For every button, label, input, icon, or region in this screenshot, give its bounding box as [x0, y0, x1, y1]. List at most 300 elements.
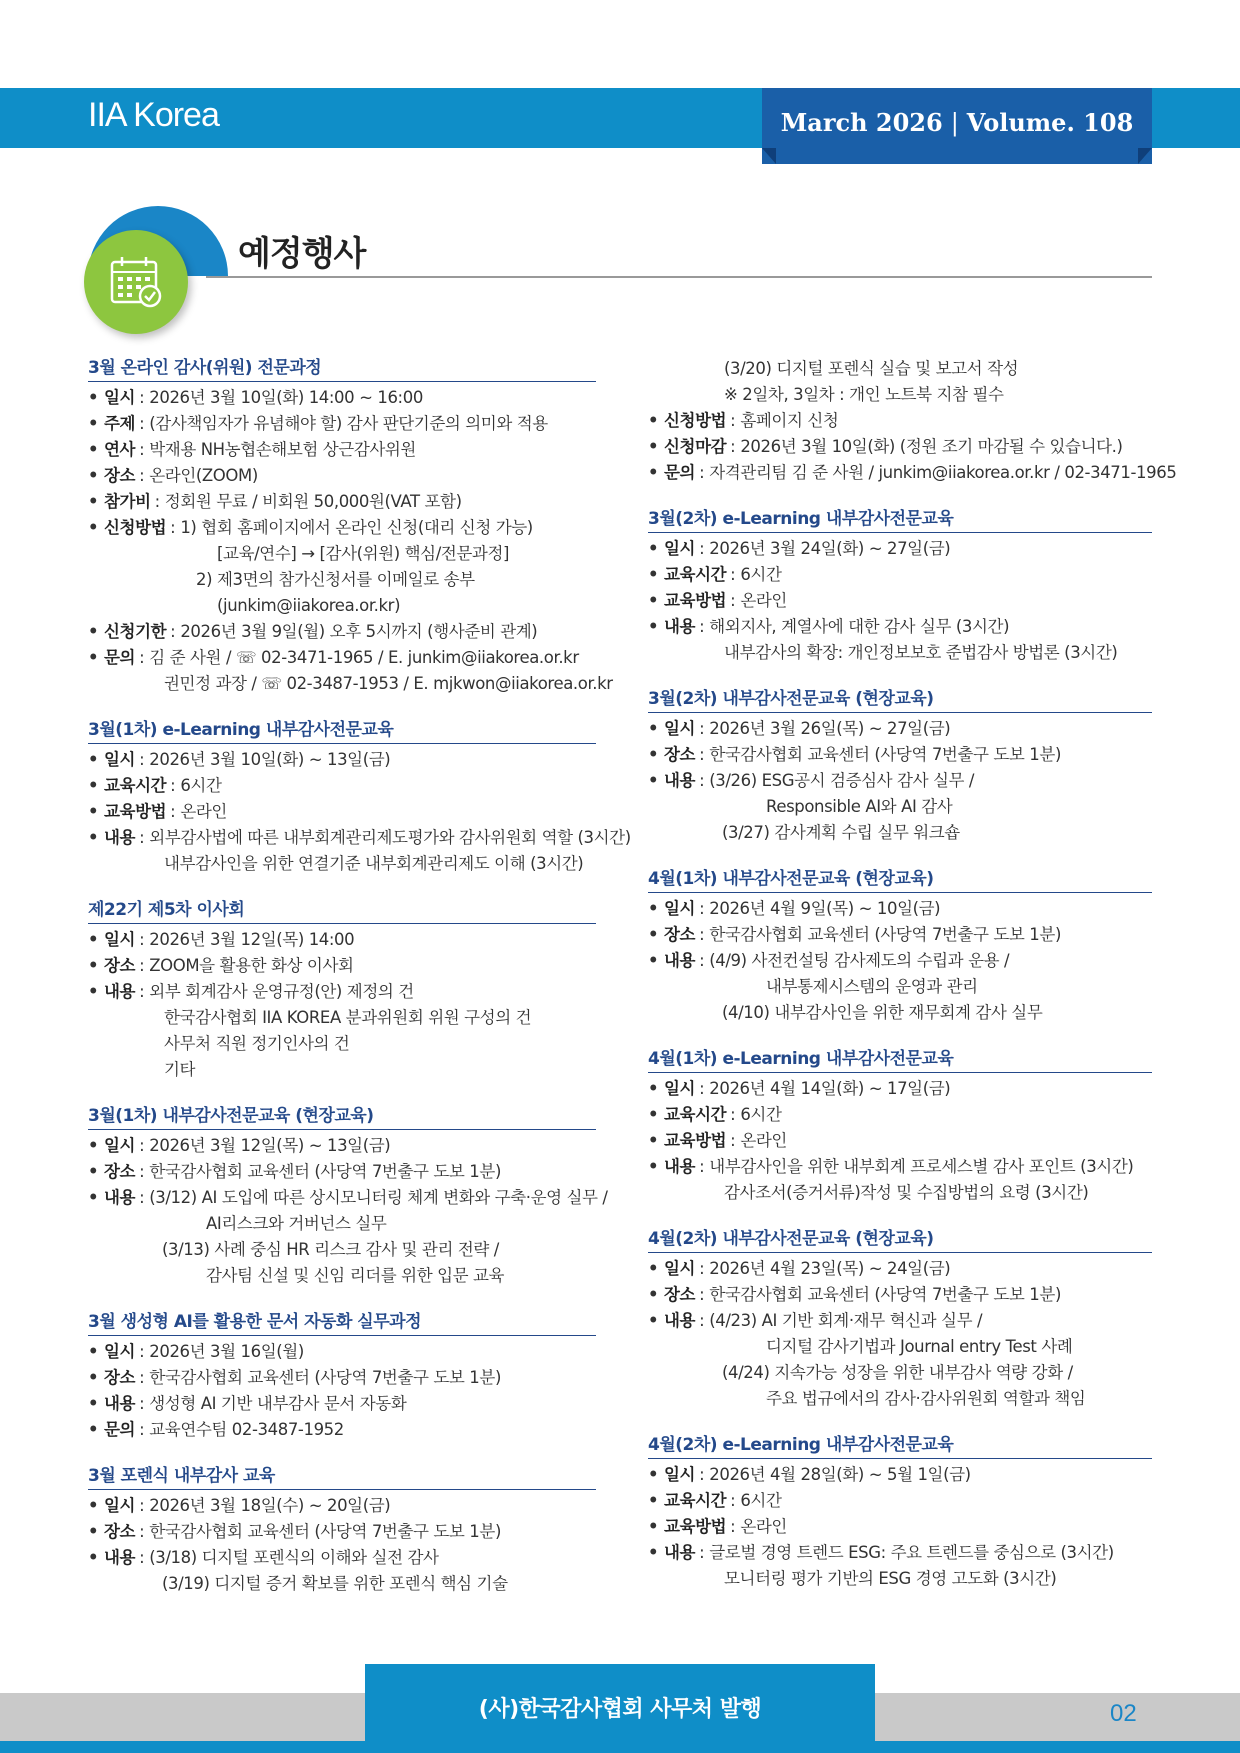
event-detail-row [88, 385, 596, 411]
bullet-icon: • [88, 414, 99, 433]
label-colon: : [730, 1105, 736, 1124]
event-detail-row [648, 768, 1152, 794]
detail-continuation: Responsible AI와 AI 감사 [766, 797, 953, 816]
detail-label: 내용 [664, 1543, 696, 1562]
issue-banner-fold-right [1138, 148, 1152, 164]
detail-label: 주제 [104, 414, 136, 433]
label-colon: : [139, 1496, 145, 1515]
detail-value: 온라인 [740, 1517, 787, 1536]
detail-value: 외부감사법에 따른 내부회계관리제도평가와 감사위원회 역할 (3시간) [149, 828, 631, 847]
event-detail-row [88, 799, 596, 825]
bullet-icon: • [88, 1394, 99, 1413]
event-detail-row [88, 619, 596, 645]
detail-continuation: AI리스크와 거버넌스 실무 [206, 1214, 387, 1233]
event-title: 4월(2차) 내부감사전문교육 (현장교육) [648, 1227, 1152, 1253]
bullet-icon: • [88, 440, 99, 459]
detail-value: 2026년 3월 12일(목) 14:00 [149, 930, 355, 949]
bullet-icon: • [88, 648, 99, 667]
label-colon: : [139, 648, 145, 667]
event-title: 제22기 제5차 이사회 [88, 898, 596, 924]
label-colon: : [139, 388, 145, 407]
event-title: 3월 포렌식 내부감사 교육 [88, 1464, 596, 1490]
bullet-icon: • [88, 466, 99, 485]
detail-label: 교육방법 [664, 591, 727, 610]
detail-value: 김 준 사원 / ☏ 02-3471-1965 / E. junkim@iiakorea.or.kr [149, 648, 579, 667]
detail-label: 교육시간 [104, 776, 167, 795]
title-divider [206, 276, 1152, 278]
event-detail-row [648, 1488, 1152, 1514]
bullet-icon: • [648, 1491, 659, 1510]
detail-value: (3/12) AI 도입에 따른 상시모니터링 체계 변화와 구축·운영 실무 / [149, 1188, 608, 1207]
bullet-icon: • [88, 1496, 99, 1515]
detail-label: 내용 [664, 617, 696, 636]
detail-label: 교육시간 [664, 565, 727, 584]
detail-label: 교육방법 [104, 802, 167, 821]
event-detail-row [88, 1133, 596, 1159]
event-detail-row [648, 1128, 1152, 1154]
label-colon: : [139, 982, 145, 1001]
detail-label: 장소 [664, 1285, 696, 1304]
detail-continuation: 2) 제3면의 참가신청서를 이메일로 송부 [196, 570, 475, 589]
event-detail-row [88, 825, 631, 851]
label-colon: : [730, 565, 736, 584]
event-detail-row [648, 1540, 1152, 1566]
event-section [88, 898, 596, 1083]
label-colon: : [699, 539, 705, 558]
detail-value: 2026년 4월 23일(목) ~ 24일(금) [709, 1259, 951, 1278]
event-title: 4월(1차) 내부감사전문교육 (현장교육) [648, 867, 1152, 893]
detail-label: 참가비 [104, 492, 151, 511]
event-detail-row [648, 1154, 1152, 1180]
detail-value: (4/23) AI 기반 회계·재무 혁신과 실무 / [709, 1311, 983, 1330]
event-detail-row [648, 588, 1152, 614]
detail-label: 교육방법 [664, 1131, 727, 1150]
event-section [648, 1433, 1152, 1592]
label-colon: : [730, 1131, 736, 1150]
detail-value: (3/18) 디지털 포렌식의 이해와 실전 감사 [149, 1548, 439, 1567]
bullet-icon: • [648, 411, 659, 430]
detail-continuation: (4/10) 내부감사인을 위한 재무회계 감사 실무 [722, 1003, 1043, 1022]
detail-value: 한국감사협회 교육센터 (사당역 7번출구 도보 1분) [149, 1522, 501, 1541]
detail-continuation: 기타 [164, 1060, 196, 1079]
detail-label: 일시 [664, 1465, 696, 1484]
event-detail-row [88, 1391, 596, 1417]
detail-label: 신청기한 [104, 622, 167, 641]
bullet-icon: • [88, 982, 99, 1001]
bullet-icon: • [88, 1188, 99, 1207]
label-colon: : [139, 1136, 145, 1155]
label-colon: : [139, 1368, 145, 1387]
detail-value: 6시간 [740, 1105, 782, 1124]
right-column [648, 356, 1177, 1613]
bullet-icon: • [88, 622, 99, 641]
label-colon: : [730, 437, 736, 456]
detail-value: ZOOM을 활용한 화상 이사회 [149, 956, 354, 975]
detail-value: 2026년 3월 24일(화) ~ 27일(금) [709, 539, 951, 558]
event-detail-row [648, 948, 1152, 974]
detail-value: 홈페이지 신청 [740, 411, 839, 430]
label-colon: : [139, 750, 145, 769]
page-title: 예정행사 [238, 234, 366, 274]
detail-label: 장소 [664, 745, 696, 764]
calendar-check-icon [104, 250, 168, 314]
bullet-icon: • [88, 956, 99, 975]
bullet-icon: • [88, 1548, 99, 1567]
detail-label: 연사 [104, 440, 136, 459]
detail-label: 일시 [104, 1496, 136, 1515]
detail-value: 글로벌 경영 트렌드 ESG: 주요 트렌드를 중심으로 (3시간) [709, 1543, 1114, 1562]
detail-continuation: 한국감사협회 IIA KOREA 분과위원회 위원 구성의 건 [164, 1008, 532, 1027]
left-column [88, 356, 631, 1618]
detail-value: 6시간 [180, 776, 222, 795]
label-colon: : [139, 440, 145, 459]
detail-value: 6시간 [740, 1491, 782, 1510]
detail-value: 1) 협회 홈페이지에서 온라인 신청(대리 신청 가능) [180, 518, 533, 537]
bullet-icon: • [648, 1543, 659, 1562]
label-colon: : [139, 828, 145, 847]
bullet-icon: • [648, 771, 659, 790]
label-colon: : [170, 622, 176, 641]
detail-value: 내부감사인을 위한 내부회계 프로세스별 감사 포인트 (3시간) [709, 1157, 1134, 1176]
detail-continuation: 내부감사인을 위한 연결기준 내부회계관리제도 이해 (3시간) [164, 854, 584, 873]
event-detail-row [648, 922, 1152, 948]
issue-separator: | [950, 109, 959, 137]
detail-label: 내용 [104, 982, 136, 1001]
event-detail-row [88, 1185, 608, 1211]
label-colon: : [699, 463, 705, 482]
issue-info [762, 108, 1152, 137]
detail-value: 2026년 4월 28일(화) ~ 5월 1일(금) [709, 1465, 971, 1484]
detail-label: 장소 [104, 1162, 136, 1181]
detail-value: 온라인 [180, 802, 227, 821]
event-detail-row [88, 515, 596, 541]
detail-label: 교육시간 [664, 1105, 727, 1124]
label-colon: : [699, 617, 705, 636]
detail-value: 2026년 3월 10일(화) (정원 조기 마감될 수 있습니다.) [740, 437, 1123, 456]
event-detail-row [88, 437, 596, 463]
issue-month: March 2026 [780, 108, 943, 137]
publisher-label: (사)한국감사협회 사무처 발행 [478, 1697, 762, 1722]
label-colon: : [699, 1259, 705, 1278]
event-section [88, 1104, 608, 1289]
detail-label: 신청방법 [104, 518, 167, 537]
event-section-continued [648, 408, 1177, 486]
detail-label: 장소 [104, 466, 136, 485]
detail-continuation: 내부감사의 확장: 개인정보보호 준법감사 방법론 (3시간) [724, 643, 1118, 662]
label-colon: : [170, 802, 176, 821]
label-colon: : [139, 1548, 145, 1567]
event-detail-row [88, 979, 596, 1005]
event-title: 3월(1차) e-Learning 내부감사전문교육 [88, 718, 596, 744]
detail-label: 일시 [104, 1342, 136, 1361]
label-colon: : [699, 899, 705, 918]
event-title: 3월(1차) 내부감사전문교육 (현장교육) [88, 1104, 596, 1130]
bullet-icon: • [648, 951, 659, 970]
detail-label: 일시 [104, 930, 136, 949]
label-colon: : [699, 719, 705, 738]
label-colon: : [139, 466, 145, 485]
event-detail-row [88, 489, 596, 515]
detail-value: (3/26) ESG공시 검증심사 감사 실무 / [709, 771, 975, 790]
detail-value: 2026년 3월 9일(월) 오후 5시까지 (행사준비 관계) [180, 622, 538, 641]
event-detail-row [88, 411, 596, 437]
event-detail-row [88, 773, 596, 799]
detail-value: 외부 회계감사 운영규정(안) 제정의 건 [149, 982, 414, 1001]
detail-label: 문의 [104, 648, 136, 667]
bullet-icon: • [648, 1079, 659, 1098]
detail-label: 장소 [664, 925, 696, 944]
detail-label: 교육방법 [664, 1517, 727, 1536]
event-detail-row [648, 1308, 1152, 1334]
event-title: 3월 온라인 감사(위원) 전문과정 [88, 356, 596, 382]
label-colon: : [699, 925, 705, 944]
event-detail-row [648, 536, 1152, 562]
detail-value: 2026년 3월 12일(목) ~ 13일(금) [149, 1136, 391, 1155]
label-colon: : [699, 1543, 705, 1562]
detail-value: 2026년 3월 26일(목) ~ 27일(금) [709, 719, 951, 738]
detail-value: 온라인(ZOOM) [149, 466, 258, 485]
event-detail-row [88, 1159, 596, 1185]
footer-bottom-strip [0, 1741, 1240, 1753]
label-colon: : [139, 956, 145, 975]
detail-continuation: (4/24) 지속가능 성장을 위한 내부감사 역량 강화 / [722, 1363, 1073, 1382]
detail-label: 내용 [664, 771, 696, 790]
event-section [88, 356, 613, 697]
issue-volume: Volume. 108 [966, 108, 1134, 137]
detail-label: 내용 [104, 1548, 136, 1567]
event-section [88, 1464, 596, 1597]
label-colon: : [699, 1285, 705, 1304]
event-detail-row [648, 896, 1152, 922]
detail-label: 장소 [104, 956, 136, 975]
bullet-icon: • [648, 1157, 659, 1176]
event-section [88, 1310, 596, 1443]
label-colon: : [139, 1342, 145, 1361]
bullet-icon: • [648, 1259, 659, 1278]
event-section [648, 687, 1152, 846]
detail-label: 신청마감 [664, 437, 727, 456]
event-section [648, 507, 1152, 666]
bullet-icon: • [648, 925, 659, 944]
bullet-icon: • [88, 1368, 99, 1387]
event-detail-row [88, 927, 596, 953]
detail-continuation: 감사조서(증거서류)작성 및 수집방법의 요령 (3시간) [724, 1183, 1089, 1202]
detail-value: 자격관리팀 김 준 사원 / junkim@iiakorea.or.kr / 02-3471-1965 [709, 463, 1177, 482]
label-colon: : [139, 1522, 145, 1541]
detail-value: 2026년 3월 10일(화) ~ 13일(금) [149, 750, 391, 769]
event-detail-row [88, 1519, 596, 1545]
detail-value: (감사책임자가 유념해야 할) 감사 판단기준의 의미와 적용 [149, 414, 548, 433]
label-colon: : [730, 411, 736, 430]
event-title: 3월 생성형 AI를 활용한 문서 자동화 실무과정 [88, 1310, 596, 1336]
event-title: 4월(1차) e-Learning 내부감사전문교육 [648, 1047, 1152, 1073]
event-section [648, 867, 1152, 1026]
detail-continuation: (3/13) 사례 중심 HR 리스크 감사 및 관리 전략 / [162, 1240, 499, 1259]
detail-label: 일시 [104, 388, 136, 407]
label-colon: : [139, 930, 145, 949]
bullet-icon: • [88, 776, 99, 795]
label-colon: : [699, 1311, 705, 1330]
detail-continuation: [교육/연수] → [감사(위원) 핵심/전문과정] [217, 544, 510, 563]
detail-label: 내용 [104, 828, 136, 847]
event-title: 3월(2차) e-Learning 내부감사전문교육 [648, 507, 1152, 533]
label-colon: : [699, 1157, 705, 1176]
label-colon: : [699, 1079, 705, 1098]
event-detail-row [88, 1339, 596, 1365]
event-detail-row [648, 1102, 1152, 1128]
detail-continuation: (3/27) 감사계획 수립 실무 워크숍 [722, 823, 960, 842]
event-detail-row [88, 463, 596, 489]
detail-label: 내용 [664, 951, 696, 970]
bullet-icon: • [648, 437, 659, 456]
detail-value: 해외지사, 계열사에 대한 감사 실무 (3시간) [709, 617, 1010, 636]
bullet-icon: • [88, 1420, 99, 1439]
event-section [648, 1047, 1152, 1206]
label-colon: : [139, 1420, 145, 1439]
detail-value: 교육연수팀 02-3487-1952 [149, 1420, 344, 1439]
event-section [88, 718, 631, 877]
event-detail-row [88, 645, 596, 671]
detail-label: 내용 [104, 1188, 136, 1207]
event-detail-row [88, 1545, 596, 1571]
label-colon: : [154, 492, 160, 511]
detail-continuation: (3/20) 디지털 포렌식 실습 및 보고서 작성 [724, 359, 1019, 378]
detail-label: 신청방법 [664, 411, 727, 430]
event-detail-row [88, 1365, 596, 1391]
event-detail-row [88, 1493, 596, 1519]
bullet-icon: • [648, 617, 659, 636]
brand-logo: IIA Korea [88, 96, 219, 134]
detail-value: 2026년 4월 14일(화) ~ 17일(금) [709, 1079, 951, 1098]
event-detail-row [648, 742, 1152, 768]
event-section [648, 1227, 1152, 1412]
event-detail-row [88, 1417, 596, 1443]
event-detail-row [648, 614, 1152, 640]
label-colon: : [139, 1188, 145, 1207]
detail-value: 한국감사협회 교육센터 (사당역 7번출구 도보 1분) [149, 1162, 501, 1181]
event-detail-row [648, 716, 1152, 742]
issue-banner-fold-left [762, 148, 776, 164]
bullet-icon: • [648, 719, 659, 738]
bullet-icon: • [648, 1131, 659, 1150]
bullet-icon: • [648, 1465, 659, 1484]
bullet-icon: • [88, 388, 99, 407]
detail-continuation: 권민정 과장 / ☏ 02-3487-1953 / E. mjkwon@iiakorea.or.kr [164, 674, 613, 693]
label-colon: : [139, 1394, 145, 1413]
label-colon: : [699, 1465, 705, 1484]
bullet-icon: • [88, 1136, 99, 1155]
detail-label: 장소 [104, 1368, 136, 1387]
bullet-icon: • [648, 899, 659, 918]
label-colon: : [170, 518, 176, 537]
detail-value: 한국감사협회 교육센터 (사당역 7번출구 도보 1분) [149, 1368, 501, 1387]
bullet-icon: • [88, 828, 99, 847]
bullet-icon: • [648, 1285, 659, 1304]
detail-continuation: (junkim@iiakorea.or.kr) [217, 596, 401, 615]
detail-label: 내용 [104, 1394, 136, 1413]
event-detail-row [648, 1514, 1152, 1540]
bullet-icon: • [648, 745, 659, 764]
bullet-icon: • [88, 1342, 99, 1361]
detail-label: 교육시간 [664, 1491, 727, 1510]
detail-label: 문의 [104, 1420, 136, 1439]
label-colon: : [699, 745, 705, 764]
bullet-icon: • [88, 1522, 99, 1541]
detail-continuation: 디지털 감사기법과 Journal entry Test 사례 [766, 1337, 1073, 1356]
detail-continuation: 사무처 직원 정기인사의 건 [164, 1034, 350, 1053]
detail-value: 박재용 NH농협손해보험 상근감사위원 [149, 440, 416, 459]
detail-label: 일시 [104, 750, 136, 769]
event-detail-row [648, 562, 1152, 588]
label-colon: : [699, 771, 705, 790]
detail-label: 내용 [664, 1157, 696, 1176]
detail-value: 2026년 3월 16일(월) [149, 1342, 304, 1361]
label-colon: : [139, 1162, 145, 1181]
detail-label: 일시 [104, 1136, 136, 1155]
detail-label: 장소 [104, 1522, 136, 1541]
detail-value: 생성형 AI 기반 내부감사 문서 자동화 [149, 1394, 407, 1413]
detail-label: 일시 [664, 1259, 696, 1278]
event-detail-row [648, 1256, 1152, 1282]
bullet-icon: • [648, 463, 659, 482]
bullet-icon: • [88, 802, 99, 821]
label-colon: : [139, 414, 145, 433]
bullet-icon: • [88, 750, 99, 769]
detail-value: 한국감사협회 교육센터 (사당역 7번출구 도보 1분) [709, 1285, 1061, 1304]
detail-continuation: 주요 법규에서의 감사·감사위원회 역할과 책임 [766, 1389, 1086, 1408]
detail-continuation: ※ 2일차, 3일차 : 개인 노트북 지참 필수 [724, 385, 1004, 404]
detail-value: 온라인 [740, 591, 787, 610]
detail-continuation: 내부통제시스템의 운영과 관리 [766, 977, 978, 996]
bullet-icon: • [648, 1311, 659, 1330]
event-detail-row [88, 953, 596, 979]
label-colon: : [699, 951, 705, 970]
label-colon: : [730, 1517, 736, 1536]
event-title: 4월(2차) e-Learning 내부감사전문교육 [648, 1433, 1152, 1459]
event-detail-row [648, 1462, 1152, 1488]
label-colon: : [730, 591, 736, 610]
event-detail-row [648, 408, 1152, 434]
detail-value: 2026년 3월 10일(화) 14:00 ~ 16:00 [149, 388, 423, 407]
event-detail-row [88, 747, 596, 773]
event-detail-row [648, 1282, 1152, 1308]
detail-value: 온라인 [740, 1131, 787, 1150]
bullet-icon: • [648, 591, 659, 610]
detail-label: 일시 [664, 719, 696, 738]
bullet-icon: • [648, 1105, 659, 1124]
detail-label: 내용 [664, 1311, 696, 1330]
bullet-icon: • [88, 492, 99, 511]
detail-value: 정회원 무료 / 비회원 50,000원(VAT 포함) [164, 492, 462, 511]
detail-value: 2026년 3월 18일(수) ~ 20일(금) [149, 1496, 391, 1515]
bullet-icon: • [648, 539, 659, 558]
page-number: 02 [1110, 1700, 1137, 1727]
detail-value: 한국감사협회 교육센터 (사당역 7번출구 도보 1분) [709, 925, 1061, 944]
detail-label: 일시 [664, 899, 696, 918]
event-detail-row [648, 434, 1152, 460]
bullet-icon: • [88, 518, 99, 537]
detail-value: 6시간 [740, 565, 782, 584]
detail-continuation: 모니터링 평가 기반의 ESG 경영 고도화 (3시간) [724, 1569, 1057, 1588]
detail-value: 한국감사협회 교육센터 (사당역 7번출구 도보 1분) [709, 745, 1061, 764]
bullet-icon: • [88, 930, 99, 949]
bullet-icon: • [648, 565, 659, 584]
bullet-icon: • [648, 1517, 659, 1536]
event-detail-row [648, 1076, 1152, 1102]
detail-label: 문의 [664, 463, 696, 482]
detail-label: 일시 [664, 1079, 696, 1098]
detail-continuation: (3/19) 디지털 증거 확보를 위한 포렌식 핵심 기술 [162, 1574, 508, 1593]
